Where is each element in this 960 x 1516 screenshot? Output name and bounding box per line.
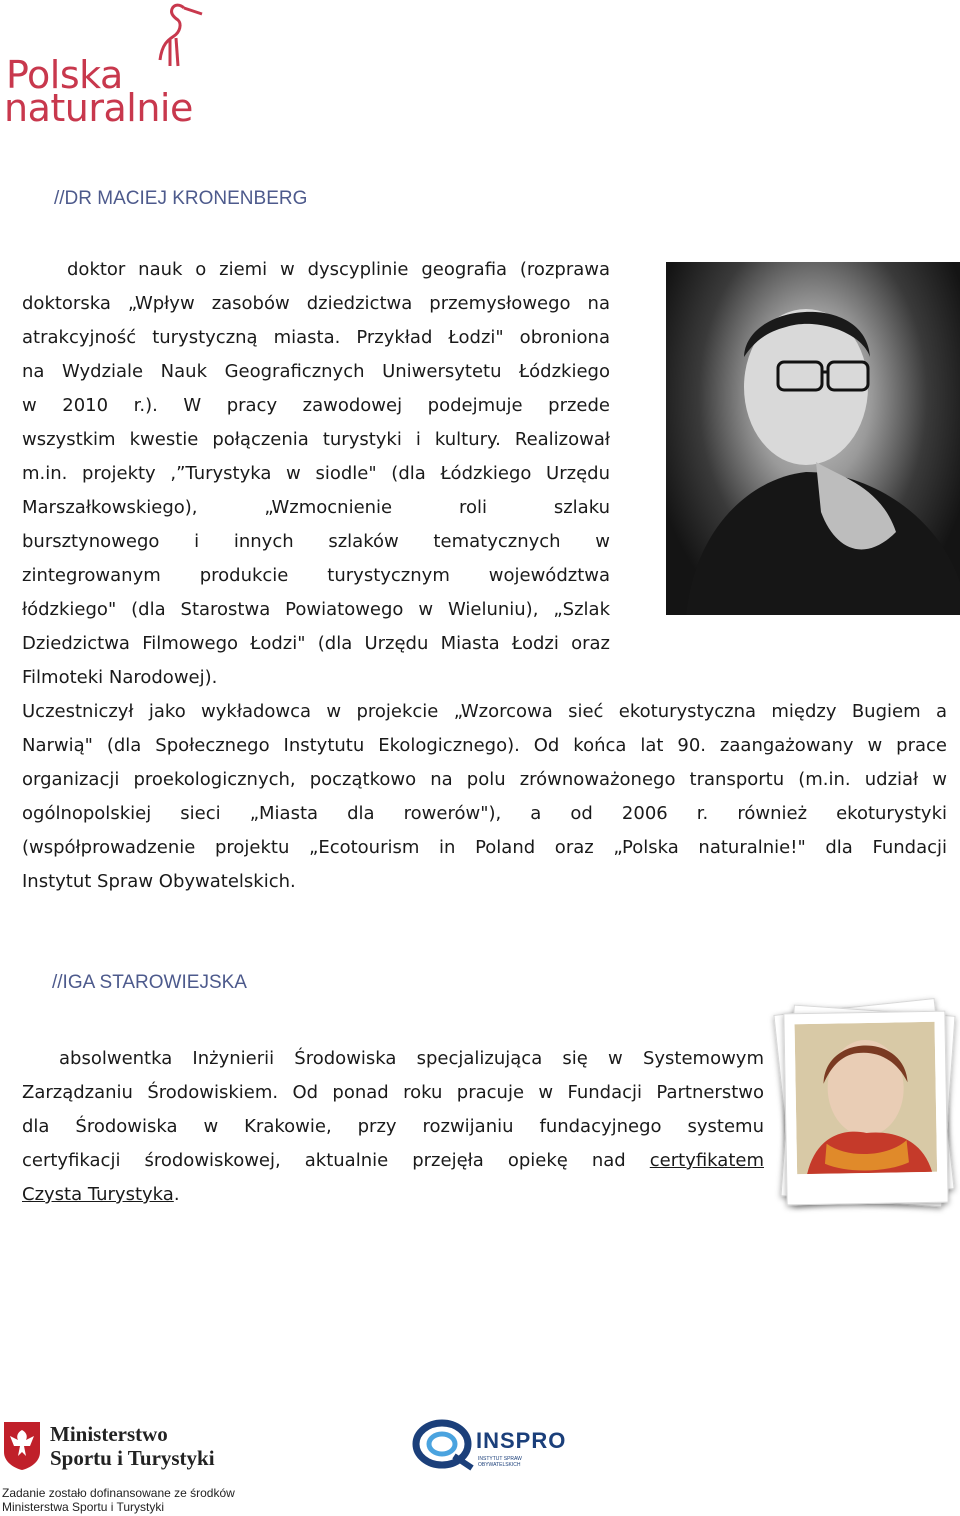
bio-line: na Wydziale Nauk Geograficznych Uniwersytetu Łódzkiego [22,361,610,382]
portrait-kronenberg [666,262,960,615]
funding-line-2: Ministerstwa Sportu i Turystyki [2,1500,165,1514]
bio-starowiejska [22,1042,764,1212]
inspro-name: INSPRO [476,1428,567,1453]
bio-line [22,1178,764,1212]
bio-line: bursztynowego i innych szlaków tematycznych w [22,531,610,552]
bio-line: Narwią" (dla Społecznego Instytutu Ekologicznego). Od końca lat 90. zaangażowany w prace [22,735,947,756]
inspro-logo [412,1412,567,1472]
bio-kronenberg-narrow [22,253,610,695]
inspro-subtitle: INSTYTUT SPRAW OBYWATELSKICH [478,1456,522,1468]
bio-kronenberg-wide [22,695,947,899]
portrait-figure-icon [666,262,960,615]
bio-line: m.in. projekty ,”Turystyka w siodle" (dla Łódzkiego Urzędu [22,463,610,484]
bio-line: zintegrowanym produkcie turystycznym województwa [22,565,610,586]
bio-line: łódzkiego" (dla Starostwa Powiatowego w Wieluniu), „Szlak [22,599,610,620]
portrait-starowiejska [795,1022,938,1174]
czysta-turystyka-link[interactable]: Czysta Turystyka [22,1184,174,1205]
bio-line-tail: . [173,1184,180,1205]
polaroid-front [783,1011,948,1206]
bio-line: wszystkim kwestie połączenia turystyki i kultury. Realizował [22,429,610,450]
bio-line-text: certyfikacji środowiskowej, aktualnie przejęła opiekę nad [22,1150,650,1171]
bio-line: Marszałkowskiego), „Wzmocnienie roli szlaku [22,497,610,518]
bio-line: (współprowadzenie projektu „Ecotourism in Poland oraz „Polska naturalnie!" dla Fundacji [22,837,947,858]
bio-line: doktor nauk o ziemi w dyscyplinie geografia (rozprawa [67,259,610,280]
stork-icon [140,0,220,70]
bio-line: atrakcyjność turystyczną miasta. Przykład Łodzi" obroniona [22,327,610,348]
logo [0,0,240,130]
bio-paragraph [22,695,947,899]
inspro-q-icon [412,1416,478,1472]
bio-line: Zarządzaniu Środowiskiem. Od ponad roku pracuje w Fundacji Partnerstwo [22,1082,764,1103]
bio-line: w 2010 r.). W pracy zawodowej podejmuje przede [22,395,610,416]
bio-line: absolwentka Inżynierii Środowiska specjalizująca się w Systemowym [59,1048,764,1069]
bio-paragraph [22,1042,764,1212]
bio-line: Filmoteki Narodowej). [22,667,218,688]
certificate-link[interactable]: certyfikatem [649,1150,764,1171]
bio-line [22,1144,764,1178]
bio-line: Dziedzictwa Filmowego Łodzi" (dla Urzędu Miasta Łodzi oraz [22,633,610,654]
bio-line: Uczestniczył jako wykładowca w projekcie „Wzorcowa sieć ekoturystyczna między Bugiem a [22,701,947,722]
ministry-logo [2,1420,242,1480]
bio-line: Instytut Spraw Obywatelskich. [22,871,296,892]
funding-line-1: Zadanie zostało dofinansowane ze środków [2,1486,235,1500]
ministry-line-2: Sportu i Turystyki [50,1446,215,1470]
funding-note [2,1486,235,1514]
section-title-starowiejska: //IGA STAROWIEJSKA [52,972,247,993]
logo-line-2: naturalnie [4,86,193,130]
bio-line: organizacji proekologicznych, początkowo na polu zrównoważonego transportu (m.in. udział w [22,769,947,790]
logo-line-1: Polska [6,53,123,97]
bio-line: doktorska „Wpływ zasobów dziedzictwa przemysłowego na [22,293,610,314]
polish-eagle-icon [2,1420,42,1470]
polaroid-stack [775,1000,960,1215]
bio-line: ogólnopolskiej sieci „Miasta dla rowerów"), a od 2006 r. również ekoturystyki [22,803,947,824]
ministry-line-1: Ministerstwo [50,1422,168,1446]
bio-line: dla Środowiska w Krakowie, przy rozwijaniu fundacyjnego systemu [22,1116,764,1137]
section-title-kronenberg: //DR MACIEJ KRONENBERG [54,188,308,209]
bio-paragraph [22,253,610,695]
